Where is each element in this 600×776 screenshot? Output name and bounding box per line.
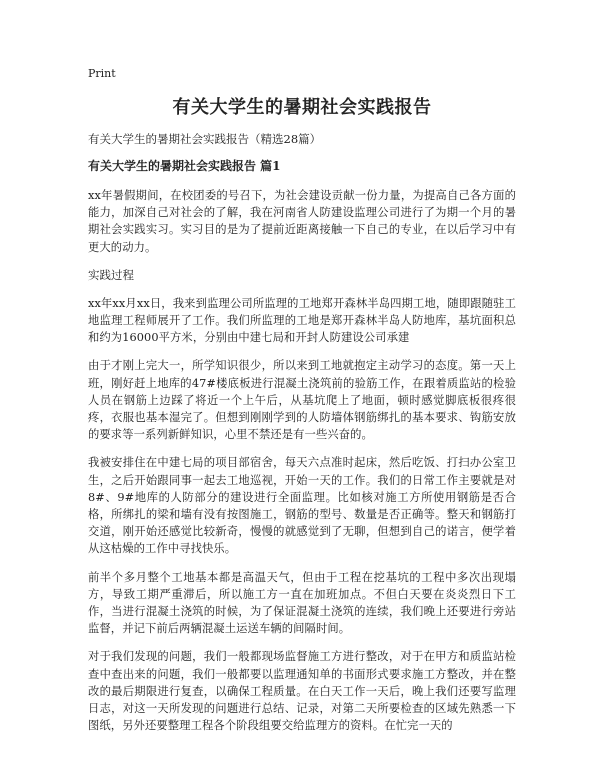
document-title: 有关大学生的暑期社会实践报告 (172, 97, 432, 118)
paragraph-heading-process: 实践过程 (88, 267, 134, 282)
print-link[interactable]: Print (88, 67, 116, 80)
document-subtitle: 有关大学生的暑期社会实践报告（精选28篇） (88, 132, 322, 146)
paragraph-first-day: 由于才刚上完大一，所学知识很少，所以来到工地就抱定主动学习的态度。第一天上班，刚好赶上地库的47#楼底板进行混凝土浇筑前的验筋工作，在跟着质监站的检验人员在钢筋上边踩了将近一个上午后，从基坑爬上了地面，顿时感觉脚底板很疼很疼，衣服也基本湿完了。但想到刚刚学到的人防墙体钢筋绑扎的基本要求、钩筋安放的要求等一系列新鲜知识，心里不禁还是有一些兴奋的。 (88, 359, 516, 442)
paragraph-issues: 对于我们发现的问题，我们一般都现场监督施工方进行整改，对于在甲方和质监站检查中查出来的问题，我们一般都要以监理通知单的书面形式要求施工方整改，并在整改的最后期限进行复查，以确保工程质量。在白天工作一天后，晚上我们还要写监理日志，对这一天所发现的问题进行总结、记录，对第二天所要检查的区域先熟悉一下图纸，另外还要整理工程各个阶段组要交给监理方的资料。在忙完一天的 (88, 650, 516, 733)
paragraph-intro: xx年暑假期间，在校团委的号召下，为社会建设贡献一份力量，为提高自己各方面的能力，加深自己对社会的了解，我在河南省人防建设监理公司进行了为期一个月的暑期社会实践实习。实习目的是为了提前近距离接触一下自己的专业，在以后学习中有更大的动力。 (88, 189, 516, 254)
paragraph-arrival: xx年xx月xx日，我来到监理公司所监理的工地郑开森林半岛四期工地，随即跟随驻工地监理工程师展开了工作。我们所监理的工地是郑开森林半岛人防地库，基坑面积总和约为16000平方米，分别由中建七局和开封人防建设公司承建 (88, 296, 516, 345)
paragraph-daily-work: 我被安排住在中建七局的项目部宿舍，每天六点准时起床，然后吃饭、打扫办公室卫生，之后开始跟同事一起去工地巡视，开始一天的工作。我们的日常工作主要就是对8#、9#地库的人防部分的建设进行全面监理。比如核对施工方所使用钢筋是否合格，所绑扎的梁和墙有没有按图施工，钢筋的型号、数量是否正确等。整天和钢筋打交道，刚开始还感觉比较新奇，慢慢的就感觉到了无聊，但想到自己的诺言，便学着从这枯燥的工作中寻找快乐。 (88, 456, 516, 556)
paragraph-overtime: 前半个多月整个工地基本都是高温天气，但由于工程在挖基坑的工程中多次出现塌方，导致工期严重滞后，所以施工方一直在加班加点。不但白天要在炎炎烈日下工作，当进行混凝土浇筑的时候，为了保证混凝土浇筑的连续，我们晚上还要进行旁站监督，并记下前后两辆混凝土运送车辆的间隔时间。 (88, 570, 516, 636)
document-page (88, 66, 516, 745)
section-heading: 有关大学生的暑期社会实践报告 篇1 (88, 159, 281, 173)
